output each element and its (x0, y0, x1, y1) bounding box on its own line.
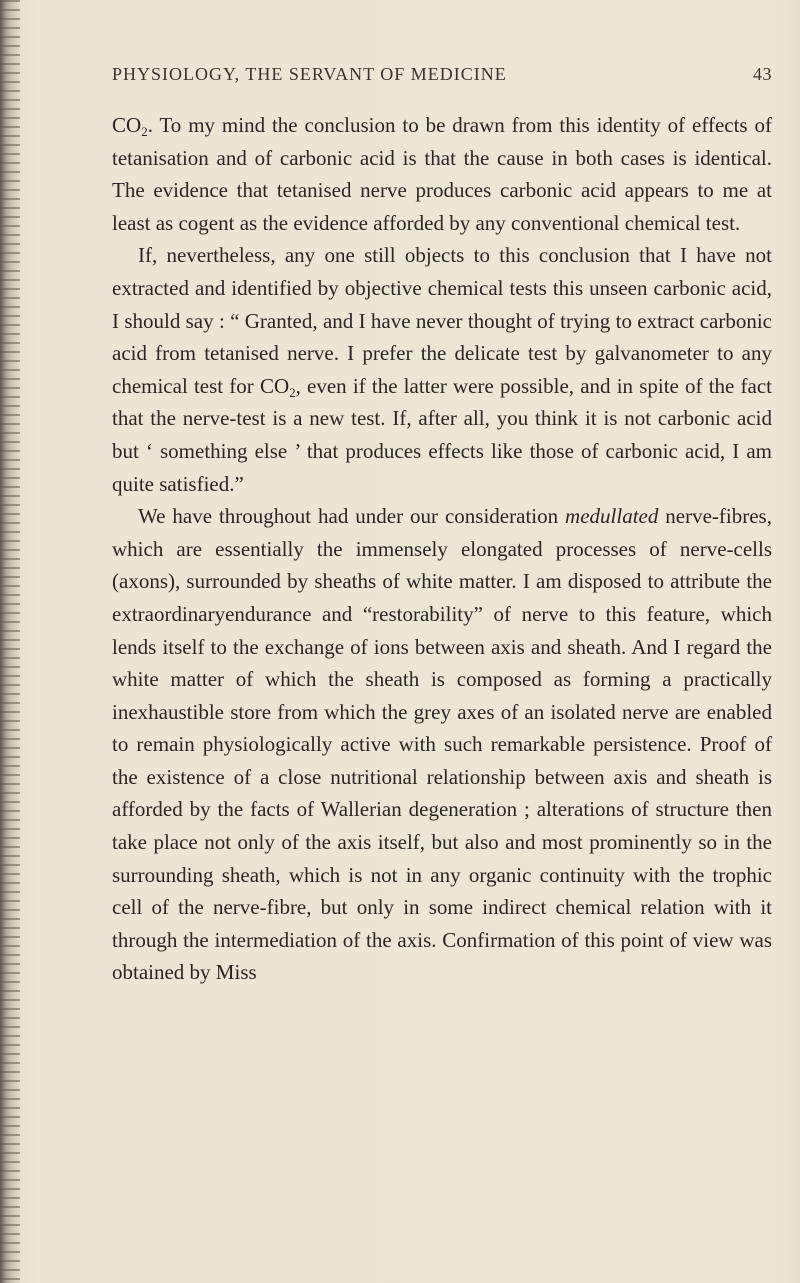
co2-formula (112, 113, 148, 137)
page-number: 43 (753, 64, 772, 84)
paragraph-3-part-1: We have throughout had under our consideration (138, 504, 566, 529)
paragraph-1 (112, 109, 772, 239)
italic-term: medullated (565, 504, 659, 529)
body-text (112, 109, 772, 989)
paragraph-3 (112, 500, 772, 989)
running-header (112, 64, 772, 85)
paragraph-2-part-1: If, nevertheless, any one still objects to this conclusion that I have not extracted and identified by objective chemical tests this unseen carbonic acid, I should say : “ Granted, and I have never thought of trying to extract carbonic acid from tetanised nerve. I prefer the delicate test by galvanometer to any chemical test for CO (112, 243, 772, 398)
running-title: PHYSIOLOGY, THE SERVANT OF MEDICINE (112, 64, 507, 84)
co2-subscript: 2 (289, 384, 296, 400)
paragraph-1-text: . To my mind the conclusion to be drawn from this identity of effects of tetanisation and of carbonic acid is that the cause in both cases is identical. The evidence that tetanised nerve produces carbonic acid appears to me at least as cogent as the evidence afforded by any conventional chemical test. (112, 113, 772, 235)
paragraph-2 (112, 239, 772, 500)
book-binding-edge (0, 0, 20, 1283)
formula-lead: CO (112, 113, 142, 137)
formula-subscript: 2 (141, 124, 148, 139)
paragraph-2-part-2: , even if the latter were possible, and in spite of the fact that the nerve-test is a new test. If, after all, you think it is not carbonic acid but ‘ something else ’ that produces effects like those of carbonic acid, I am quite satisfied.” (112, 373, 772, 496)
paragraph-3-part-2: nerve-fibres, which are essentially the immensely elongated processes of nerve-cells (axons), surrounded by sheaths of white matter. I am disposed to attribute the extraordinaryendurance and “restorability” of nerve to this feature, which lends itself to the exchange of ions between axis and sheath. And I regard the white matter of which the sheath is composed as forming a practically inexhaustible store from which the grey axes of an isolated nerve are enabled to remain physiologically active with such remarkable persistence. Proof of the existence of a close nutritional relationship between axis and sheath is afforded by the facts of Wallerian degeneration ; alterations of structure then take place not only of the axis itself, but also and most prominently so in the surrounding sheath, which is not in any organic continuity with the trophic cell of the nerve-fibre, but only in some indirect chemical relation with it through the intermediation of the axis. Confirmation of this point of view was obtained by Miss (112, 504, 772, 985)
